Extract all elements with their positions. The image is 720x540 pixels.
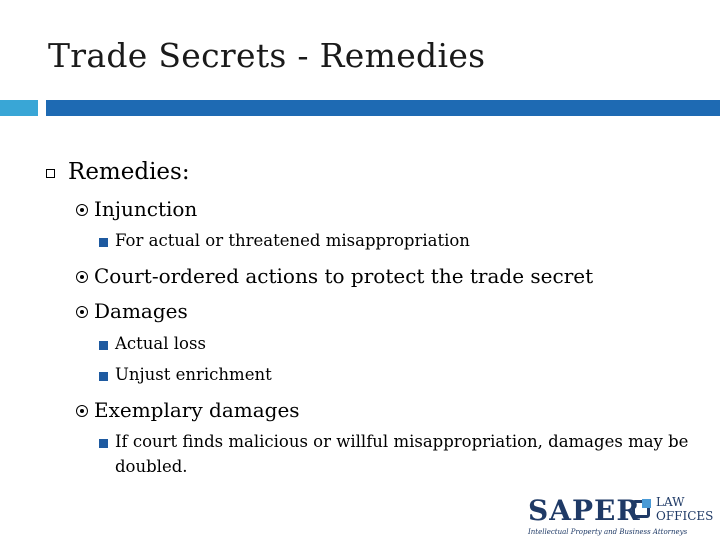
logo-word-law: LAW xyxy=(656,495,685,509)
bullet-damages: Damages xyxy=(94,299,188,323)
circle-bullet-icon xyxy=(76,306,88,318)
circle-bullet-icon xyxy=(76,271,88,283)
filled-square-bullet-icon xyxy=(99,439,108,448)
saper-law-logo xyxy=(524,494,716,538)
bullet-exemplary-sub-line2: doubled. xyxy=(115,457,188,476)
title-accent-bar xyxy=(46,100,720,116)
circle-bullet-icon xyxy=(76,204,88,216)
logo-tagline: Intellectual Property and Business Attorneys xyxy=(528,528,688,536)
logo-mark-icon xyxy=(632,500,650,518)
bullet-court-ordered: Court-ordered actions to protect the trade secret xyxy=(94,264,594,288)
bullet-injunction: Injunction xyxy=(94,197,198,221)
bullet-damages-actual-loss: Actual loss xyxy=(115,334,206,353)
logo-word-offices: OFFICES xyxy=(656,509,714,523)
filled-square-bullet-icon xyxy=(99,238,108,247)
circle-bullet-icon xyxy=(76,405,88,417)
title-accent-bar-left xyxy=(0,100,38,116)
slide-title: Trade Secrets - Remedies xyxy=(48,36,486,75)
bullet-damages-unjust-enrichment: Unjust enrichment xyxy=(115,365,272,384)
logo-name: SAPER xyxy=(528,494,641,527)
filled-square-bullet-icon xyxy=(99,372,108,381)
square-bullet-icon xyxy=(46,169,55,178)
bullet-exemplary-sub-line1: If court finds malicious or willful misappropriation, damages may be xyxy=(115,432,689,451)
bullet-exemplary-damages: Exemplary damages xyxy=(94,398,300,422)
bullet-injunction-sub: For actual or threatened misappropriation xyxy=(115,231,470,250)
filled-square-bullet-icon xyxy=(99,341,108,350)
bullet-remedies: Remedies: xyxy=(68,159,190,185)
